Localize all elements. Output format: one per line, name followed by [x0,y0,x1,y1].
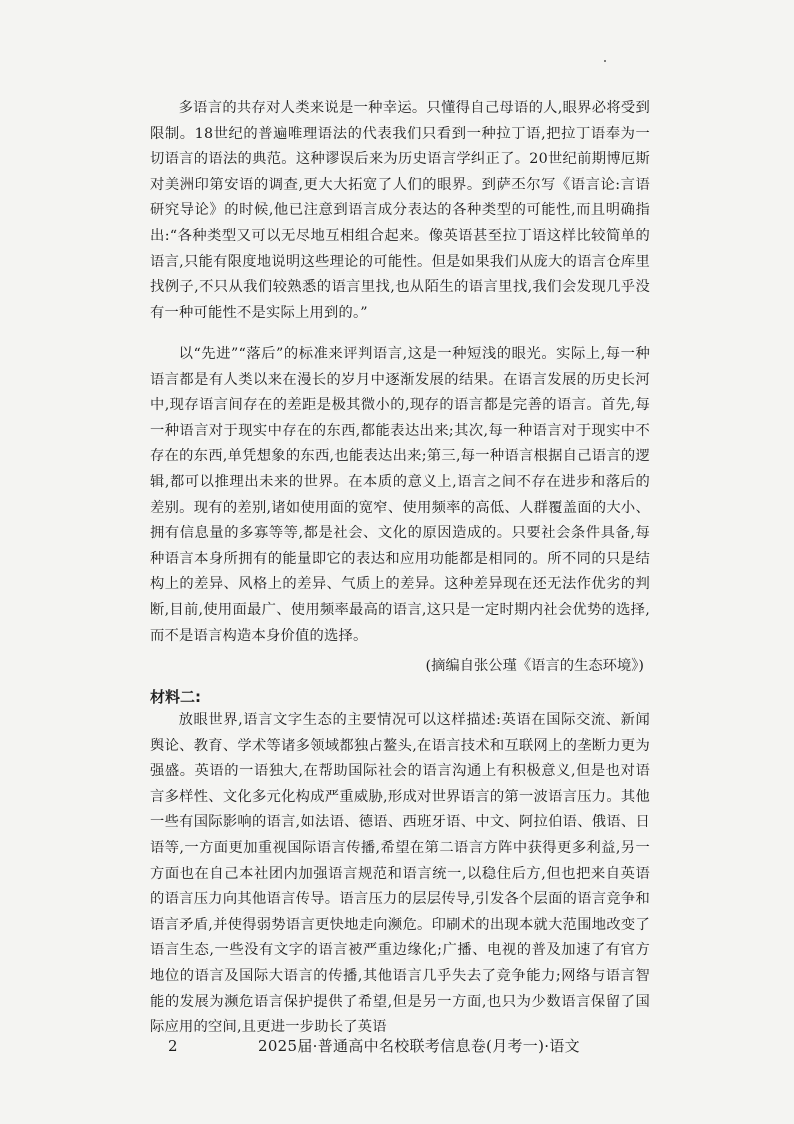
source-citation: (摘编自张公瑾《语言的生态环境》) [425,658,644,674]
page-number: 2 [168,1037,178,1055]
paragraph-1: 多语言的共存对人类来说是一种幸运。只懂得自己母语的人,眼界必将受到限制。18世纪的普遍唯理语法的代表我们只看到一种拉丁语,把拉丁语奉为一切语言的语法的典范。这种谬误后来为历史语言学纠正了。20世纪前期博厄斯对美洲印第安语的调查,更大大拓宽了人们的眼界。到萨丕尔写《语言论:言语研究导论》的时候,他已注意到语言成分表达的各种类型的可能性,而且明确指出:“各种类型又可以无尽地互相组合起来。像英语甚至拉丁语这样比较简单的语言,只能有限度地说明这些理论的可能性。但是如果我们从庞大的语言仓库里找例子,不只从我们较熟悉的语言里找,也从陌生的语言里找,我们会发现几乎没有一种可能性不是实际上用到的。” [150,100,650,321]
paragraph-2: 以“先进”“落后”的标准来评判语言,这是一种短浅的眼光。实际上,每一种语言都是有人类以来在漫长的岁月中逐渐发展的结果。在语言发展的历史长河中,现存语言间存在的差距是极其微小的,现存的语言都是完善的语言。首先,每一种语言对于现实中存在的东西,都能表达出来;其次,每一种语言对于现实中不存在的东西,单凭想象的东西,也能表达出来;第三,每一种语言根据自己语言的逻辑,都可以推理出未来的世界。在本质的意义上,语言之间不存在进步和落后的差别。现有的差别,诸如使用面的宽窄、使用频率的高低、人群覆盖面的大小、拥有信息量的多寡等等,都是社会、文化的原因造成的。只要社会条件具备,每种语言本身所拥有的能量即它的表达和应用功能都是相同的。所不同的只是结构上的差异、风格上的差异、气质上的差异。这种差异现在还无法作优劣的判断,目前,使用面最广、使用频率最高的语言,这只是一定时期内社会优势的选择,而不是语言构造本身价值的选择。 [150,346,650,644]
paragraph-3: 放眼世界,语言文字生态的主要情况可以这样描述:英语在国际交流、新闻舆论、教育、学术等诸多领域都独占鳌头,在语言技术和互联网上的垄断力更为强盛。英语的一语独大,在帮助国际社会的语言沟通上有积极意义,但是也对语言多样性、文化多元化构成严重威胁,形成对世界语言的第一波语言压力。其他一些有国际影响的语言,如法语、德语、西班牙语、中文、阿拉伯语、俄语、日语等,一方面更加重视国际语言传播,希望在第二语言方阵中获得更多利益,另一方面也在自己本社团内加强语言规范和语言统一,以稳住后方,但也把来自英语的语言压力向其他语言传导。语言压力的层层传导,引发各个层面的语言竞争和语言矛盾,并使得弱势语言更快地走向濒危。印刷术的出现本就大范围地改变了语言生态,一些没有文字的语言被严重边缘化;广播、电视的普及加速了有官方地位的语言及国际大语言的传播,其他语言几乎失去了竞争能力;网络与语言智能的发展为濒危语言保护提供了希望,但是另一方面,也只为少数语言保留了国际应用的空间,且更进一步助长了英语 [150,712,650,1036]
page-footer [0,1034,794,1058]
footer-title: 2025届·普通高中名校联考信息卷(月考一)·语文 [258,1037,580,1055]
material-2-heading: 材料二: [150,688,201,706]
speck-mark [604,60,606,62]
